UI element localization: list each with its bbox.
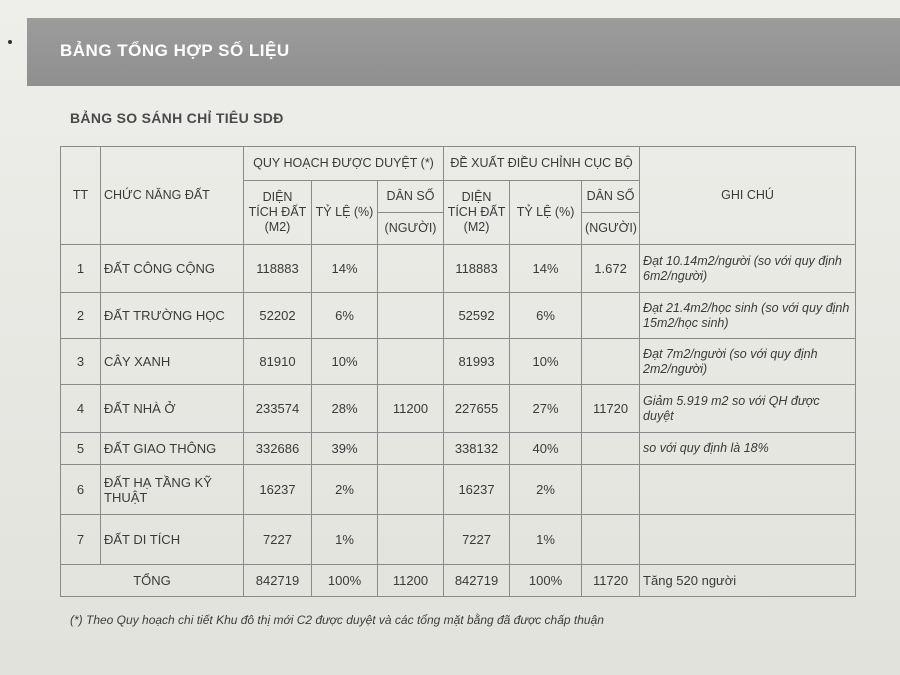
row-function: ĐẤT NHÀ Ở <box>101 385 244 433</box>
table-row <box>61 385 856 433</box>
row-population-approved <box>378 245 444 293</box>
bullet-mark <box>8 40 12 44</box>
row-ratio-proposed: 6% <box>510 293 582 339</box>
row-function: ĐẤT HẠ TẦNG KỸ THUẬT <box>101 465 244 515</box>
row-area-approved: 81910 <box>244 339 312 385</box>
total-ratio-approved: 100% <box>312 565 378 597</box>
row-tt: 7 <box>61 515 101 565</box>
row-population-proposed: 11720 <box>582 385 640 433</box>
total-population-proposed: 11720 <box>582 565 640 597</box>
header-ratio-approved: TỶ LỆ (%) <box>312 181 378 245</box>
total-population-approved: 11200 <box>378 565 444 597</box>
row-population-approved <box>378 465 444 515</box>
row-ratio-approved: 39% <box>312 433 378 465</box>
row-area-approved: 52202 <box>244 293 312 339</box>
row-population-approved <box>378 339 444 385</box>
total-area-approved: 842719 <box>244 565 312 597</box>
header-population-proposed: DÂN SỐ <box>582 181 640 213</box>
row-ratio-approved: 6% <box>312 293 378 339</box>
row-note: Đạt 10.14m2/người (so với quy định 6m2/người) <box>640 245 856 293</box>
row-ratio-approved: 14% <box>312 245 378 293</box>
row-population-proposed <box>582 515 640 565</box>
row-population-proposed: 1.672 <box>582 245 640 293</box>
header-population-unit-proposed: (NGƯỜI) <box>582 213 640 245</box>
row-function: ĐẤT GIAO THÔNG <box>101 433 244 465</box>
row-area-approved: 332686 <box>244 433 312 465</box>
row-tt: 2 <box>61 293 101 339</box>
row-tt: 5 <box>61 433 101 465</box>
table-row <box>61 339 856 385</box>
row-function: ĐẤT TRƯỜNG HỌC <box>101 293 244 339</box>
row-population-proposed <box>582 465 640 515</box>
header-ratio-proposed: TỶ LỆ (%) <box>510 181 582 245</box>
row-note: so với quy định là 18% <box>640 433 856 465</box>
row-area-approved: 7227 <box>244 515 312 565</box>
row-ratio-proposed: 1% <box>510 515 582 565</box>
row-ratio-proposed: 10% <box>510 339 582 385</box>
comparison-table <box>60 146 856 597</box>
row-note: Đạt 21.4m2/học sinh (so với quy định 15m2/học sinh) <box>640 293 856 339</box>
row-area-proposed: 118883 <box>444 245 510 293</box>
row-ratio-proposed: 14% <box>510 245 582 293</box>
row-area-approved: 16237 <box>244 465 312 515</box>
row-note <box>640 465 856 515</box>
total-ratio-proposed: 100% <box>510 565 582 597</box>
row-area-proposed: 7227 <box>444 515 510 565</box>
row-tt: 6 <box>61 465 101 515</box>
total-row <box>61 565 856 597</box>
row-area-proposed: 338132 <box>444 433 510 465</box>
banner-title: BẢNG TỔNG HỢP SỐ LIỆU <box>60 41 290 60</box>
header-population-approved: DÂN SỐ <box>378 181 444 213</box>
row-ratio-approved: 28% <box>312 385 378 433</box>
section-title: BẢNG SO SÁNH CHỈ TIÊU SDĐ <box>70 110 284 126</box>
header-area-proposed: DIỆN TÍCH ĐẤT (M2) <box>444 181 510 245</box>
table-row <box>61 433 856 465</box>
row-function: ĐẤT DI TÍCH <box>101 515 244 565</box>
row-area-proposed: 16237 <box>444 465 510 515</box>
row-population-approved <box>378 515 444 565</box>
row-function: CÂY XANH <box>101 339 244 385</box>
row-ratio-approved: 1% <box>312 515 378 565</box>
total-label: TỔNG <box>61 565 244 597</box>
header-banner <box>27 18 900 86</box>
header-notes: GHI CHÚ <box>640 147 856 245</box>
table-row <box>61 465 856 515</box>
row-tt: 4 <box>61 385 101 433</box>
header-area-approved: DIỆN TÍCH ĐẤT (M2) <box>244 181 312 245</box>
row-population-proposed <box>582 433 640 465</box>
row-note: Giảm 5.919 m2 so với QH được duyệt <box>640 385 856 433</box>
row-population-approved <box>378 293 444 339</box>
header-population-unit-approved: (NGƯỜI) <box>378 213 444 245</box>
table-row <box>61 245 856 293</box>
header-tt: TT <box>61 147 101 245</box>
table-row <box>61 293 856 339</box>
row-area-proposed: 52592 <box>444 293 510 339</box>
header-group-approved: QUY HOẠCH ĐƯỢC DUYỆT (*) <box>244 147 444 181</box>
row-population-approved <box>378 433 444 465</box>
row-population-proposed <box>582 293 640 339</box>
header-function: CHỨC NĂNG ĐẤT <box>101 147 244 245</box>
row-area-approved: 233574 <box>244 385 312 433</box>
header-group-proposed: ĐỀ XUẤT ĐIỀU CHỈNH CỤC BỘ <box>444 147 640 181</box>
row-note <box>640 515 856 565</box>
table-row <box>61 515 856 565</box>
row-ratio-proposed: 27% <box>510 385 582 433</box>
row-note: Đạt 7m2/người (so với quy định 2m2/người) <box>640 339 856 385</box>
row-population-approved: 11200 <box>378 385 444 433</box>
row-ratio-approved: 10% <box>312 339 378 385</box>
row-ratio-proposed: 40% <box>510 433 582 465</box>
row-function: ĐẤT CÔNG CỘNG <box>101 245 244 293</box>
total-area-proposed: 842719 <box>444 565 510 597</box>
row-area-proposed: 227655 <box>444 385 510 433</box>
row-ratio-proposed: 2% <box>510 465 582 515</box>
row-tt: 3 <box>61 339 101 385</box>
footnote: (*) Theo Quy hoạch chi tiết Khu đô thị mới C2 được duyệt và các tổng mặt bằng đã được chấp thuận <box>70 613 604 627</box>
row-ratio-approved: 2% <box>312 465 378 515</box>
row-area-proposed: 81993 <box>444 339 510 385</box>
row-population-proposed <box>582 339 640 385</box>
total-note: Tăng 520 người <box>640 565 856 597</box>
row-tt: 1 <box>61 245 101 293</box>
row-area-approved: 118883 <box>244 245 312 293</box>
